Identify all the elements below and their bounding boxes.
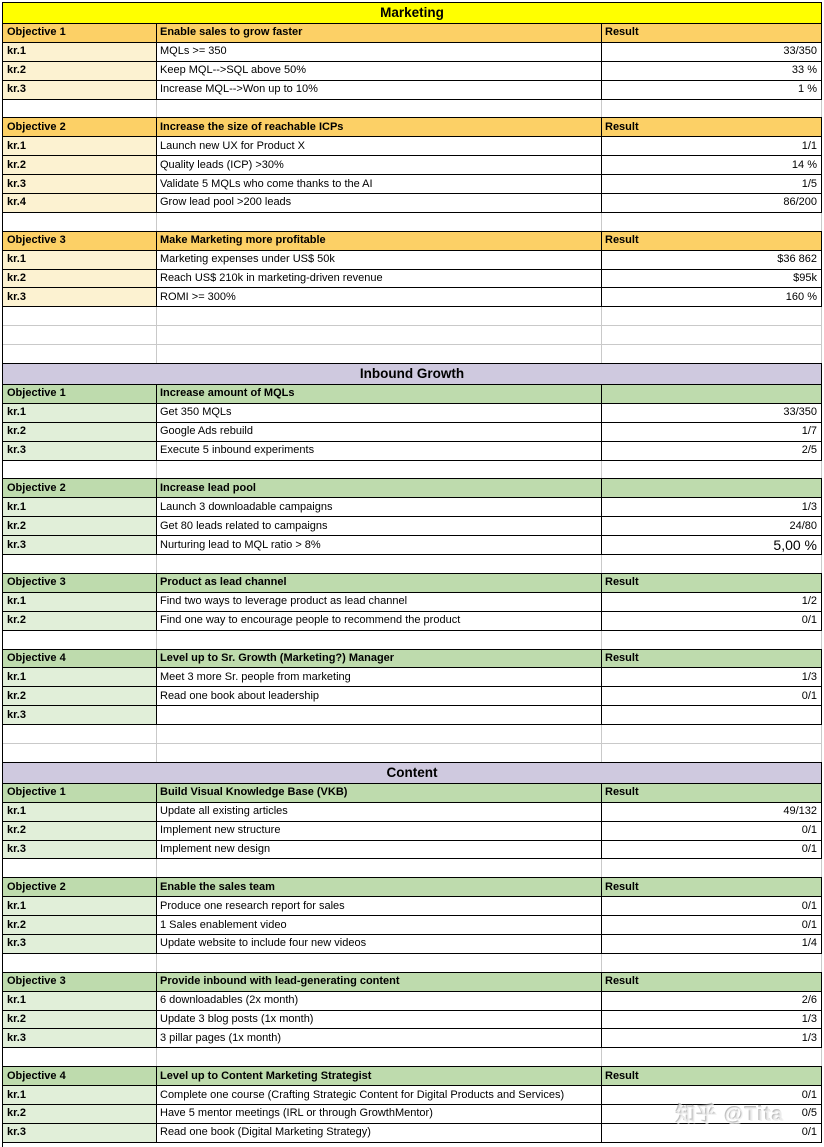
kr-text-cell[interactable]: Execute 5 inbound experiments bbox=[156, 442, 601, 460]
spacer-row bbox=[3, 344, 822, 363]
okr-spreadsheet bbox=[2, 2, 822, 1147]
spacer-cell[interactable] bbox=[3, 326, 156, 344]
objective-text-cell[interactable]: Level up to Sr. Growth (Marketing?) Manager bbox=[156, 650, 601, 668]
kr-row bbox=[3, 422, 822, 441]
spacer-cell[interactable] bbox=[601, 744, 822, 762]
spacer-cell[interactable] bbox=[156, 100, 601, 118]
spacer-row bbox=[3, 325, 822, 344]
kr-text-cell[interactable]: 3 pillar pages (1x month) bbox=[156, 1029, 601, 1047]
kr-row bbox=[3, 802, 822, 821]
kr-label-cell[interactable]: kr.1 bbox=[3, 668, 156, 686]
objective-label-cell[interactable]: Objective 4 bbox=[3, 650, 156, 668]
result-header-cell[interactable]: Result bbox=[601, 1067, 822, 1085]
spacer-cell[interactable] bbox=[601, 100, 822, 118]
objective-row bbox=[3, 384, 822, 403]
kr-row bbox=[3, 61, 822, 80]
spacer-cell[interactable] bbox=[156, 744, 601, 762]
kr-result-cell[interactable]: 0/1 bbox=[601, 897, 822, 915]
kr-text-cell[interactable]: Google Ads rebuild bbox=[156, 423, 601, 441]
kr-result-cell[interactable]: 1/1 bbox=[601, 137, 822, 155]
kr-text-cell[interactable]: Quality leads (ICP) >30% bbox=[156, 156, 601, 174]
kr-result-cell[interactable]: 49/132 bbox=[601, 803, 822, 821]
spacer-cell[interactable] bbox=[601, 631, 822, 649]
objective-text-cell[interactable]: Enable sales to grow faster bbox=[156, 24, 601, 42]
kr-row bbox=[3, 1104, 822, 1123]
kr-result-cell[interactable]: 0/1 bbox=[601, 822, 822, 840]
section-title[interactable]: Inbound Growth bbox=[3, 364, 822, 384]
kr-label-cell[interactable]: kr.1 bbox=[3, 1086, 156, 1104]
kr-label-cell[interactable]: kr.1 bbox=[3, 803, 156, 821]
spacer-cell[interactable] bbox=[156, 326, 601, 344]
spacer-cell[interactable] bbox=[156, 555, 601, 573]
spacer-cell[interactable] bbox=[601, 461, 822, 479]
spacer-cell[interactable] bbox=[601, 954, 822, 972]
spacer-cell[interactable] bbox=[156, 859, 601, 877]
kr-row bbox=[3, 686, 822, 705]
kr-text-cell[interactable]: Complete one course (Crafting Strategic Content for Digital Products and Services) bbox=[156, 1086, 601, 1104]
kr-result-cell[interactable]: 1/7 bbox=[601, 423, 822, 441]
kr-label-cell[interactable]: kr.1 bbox=[3, 43, 156, 61]
kr-text-cell[interactable]: Find two ways to leverage product as lead channel bbox=[156, 593, 601, 611]
objective-label-cell[interactable]: Objective 3 bbox=[3, 232, 156, 250]
kr-text-cell[interactable]: ROMI >= 300% bbox=[156, 288, 601, 306]
spacer-row bbox=[3, 953, 822, 972]
kr-row bbox=[3, 896, 822, 915]
kr-row bbox=[3, 1010, 822, 1029]
kr-label-cell[interactable]: kr.2 bbox=[3, 423, 156, 441]
kr-row bbox=[3, 840, 822, 859]
spacer-cell[interactable] bbox=[601, 1048, 822, 1066]
spacer-cell[interactable] bbox=[601, 345, 822, 363]
kr-result-cell[interactable]: 2/6 bbox=[601, 992, 822, 1010]
kr-label-cell[interactable]: kr.2 bbox=[3, 270, 156, 288]
spacer-cell[interactable] bbox=[601, 213, 822, 231]
objective-row bbox=[3, 972, 822, 991]
kr-text-cell[interactable]: Grow lead pool >200 leads bbox=[156, 194, 601, 212]
kr-text-cell[interactable]: Produce one research report for sales bbox=[156, 897, 601, 915]
objective-text-cell[interactable]: Level up to Content Marketing Strategist bbox=[156, 1067, 601, 1085]
spacer-row bbox=[3, 212, 822, 231]
kr-text-cell[interactable]: Read one book (Digital Marketing Strategy) bbox=[156, 1124, 601, 1142]
kr-row bbox=[3, 1028, 822, 1047]
spacer-cell[interactable] bbox=[3, 307, 156, 325]
spacer-cell[interactable] bbox=[3, 100, 156, 118]
zhihu-watermark: 知乎 @Tita bbox=[676, 1104, 785, 1126]
objective-row bbox=[3, 649, 822, 668]
objective-row bbox=[3, 783, 822, 802]
kr-row bbox=[3, 516, 822, 535]
kr-row bbox=[3, 592, 822, 611]
objective-row bbox=[3, 573, 822, 592]
kr-label-cell[interactable]: kr.3 bbox=[3, 841, 156, 859]
result-header-cell[interactable]: Result bbox=[601, 650, 822, 668]
kr-text-cell[interactable]: Get 80 leads related to campaigns bbox=[156, 517, 601, 535]
kr-row bbox=[3, 80, 822, 99]
kr-result-cell[interactable]: 1/3 bbox=[601, 668, 822, 686]
spacer-cell[interactable] bbox=[601, 725, 822, 743]
section-title-row-content bbox=[3, 762, 822, 783]
kr-result-cell[interactable]: 86/200 bbox=[601, 194, 822, 212]
kr-result-cell[interactable]: 0/1 bbox=[601, 1086, 822, 1104]
result-header-cell[interactable]: Result bbox=[601, 24, 822, 42]
kr-text-cell[interactable]: Update 3 blog posts (1x month) bbox=[156, 1011, 601, 1029]
kr-result-cell[interactable]: 0/1 bbox=[601, 612, 822, 630]
spacer-cell[interactable] bbox=[3, 461, 156, 479]
spacer-row bbox=[3, 1047, 822, 1066]
objective-text-cell[interactable]: Enable the sales team bbox=[156, 878, 601, 896]
kr-result-cell[interactable]: 0/1 bbox=[601, 1124, 822, 1142]
section-title[interactable]: Content bbox=[3, 763, 822, 783]
objective-label-cell[interactable]: Objective 3 bbox=[3, 973, 156, 991]
spacer-cell[interactable] bbox=[601, 307, 822, 325]
objective-text-cell[interactable]: Product as lead channel bbox=[156, 574, 601, 592]
spacer-cell[interactable] bbox=[156, 954, 601, 972]
kr-result-cell[interactable]: 1/5 bbox=[601, 175, 822, 193]
spacer-row bbox=[3, 99, 822, 118]
result-header-cell[interactable] bbox=[601, 479, 822, 497]
kr-label-cell[interactable]: kr.2 bbox=[3, 916, 156, 934]
spacer-cell[interactable] bbox=[156, 213, 601, 231]
kr-label-cell[interactable]: kr.1 bbox=[3, 897, 156, 915]
objective-text-cell[interactable]: Increase amount of MQLs bbox=[156, 385, 601, 403]
kr-row bbox=[3, 403, 822, 422]
spacer-cell[interactable] bbox=[156, 461, 601, 479]
kr-row bbox=[3, 193, 822, 212]
kr-label-cell[interactable]: kr.2 bbox=[3, 156, 156, 174]
kr-result-cell[interactable]: 1/4 bbox=[601, 935, 822, 953]
kr-label-cell[interactable]: kr.2 bbox=[3, 62, 156, 80]
spacer-row bbox=[3, 460, 822, 479]
kr-label-cell[interactable]: kr.3 bbox=[3, 536, 156, 554]
kr-label-cell[interactable]: kr.3 bbox=[3, 935, 156, 953]
kr-row bbox=[3, 1123, 822, 1142]
kr-text-cell[interactable]: Increase MQL-->Won up to 10% bbox=[156, 81, 601, 99]
kr-result-cell[interactable]: 14 % bbox=[601, 156, 822, 174]
kr-row bbox=[3, 287, 822, 306]
kr-row bbox=[3, 934, 822, 953]
objective-row bbox=[3, 877, 822, 896]
kr-result-cell[interactable]: 0/5 bbox=[601, 1105, 822, 1123]
kr-text-cell[interactable]: Validate 5 MQLs who come thanks to the AI bbox=[156, 175, 601, 193]
kr-text-cell[interactable]: 1 Sales enablement video bbox=[156, 916, 601, 934]
kr-result-cell[interactable]: 33/350 bbox=[601, 404, 822, 422]
kr-text-cell[interactable]: 6 downloadables (2x month) bbox=[156, 992, 601, 1010]
kr-result-cell[interactable]: 1/3 bbox=[601, 1029, 822, 1047]
kr-result-cell[interactable]: 0/1 bbox=[601, 687, 822, 705]
kr-label-cell[interactable]: kr.4 bbox=[3, 194, 156, 212]
spacer-row bbox=[3, 630, 822, 649]
objective-label-cell[interactable]: Objective 2 bbox=[3, 479, 156, 497]
kr-row bbox=[3, 915, 822, 934]
kr-result-cell[interactable]: 2/5 bbox=[601, 442, 822, 460]
spacer-cell[interactable] bbox=[156, 345, 601, 363]
kr-row bbox=[3, 535, 822, 554]
kr-text-cell[interactable]: Launch 3 downloadable campaigns bbox=[156, 498, 601, 516]
section-title-row-inbound-growth bbox=[3, 363, 822, 384]
spacer-cell[interactable] bbox=[601, 326, 822, 344]
spacer-cell[interactable] bbox=[3, 213, 156, 231]
kr-result-cell[interactable]: 24/80 bbox=[601, 517, 822, 535]
spacer-cell[interactable] bbox=[601, 555, 822, 573]
kr-row bbox=[3, 821, 822, 840]
kr-row bbox=[3, 174, 822, 193]
objective-label-cell[interactable]: Objective 1 bbox=[3, 784, 156, 802]
spacer-cell[interactable] bbox=[3, 631, 156, 649]
kr-row bbox=[3, 1085, 822, 1104]
kr-label-cell[interactable]: kr.1 bbox=[3, 498, 156, 516]
objective-row bbox=[3, 117, 822, 136]
spacer-row bbox=[3, 554, 822, 573]
kr-row bbox=[3, 991, 822, 1010]
section-title[interactable]: Marketing bbox=[3, 3, 822, 23]
objective-label-cell[interactable]: Objective 1 bbox=[3, 385, 156, 403]
kr-text-cell[interactable]: Read one book about leadership bbox=[156, 687, 601, 705]
objective-text-cell[interactable]: Increase the size of reachable ICPs bbox=[156, 118, 601, 136]
objective-row bbox=[3, 231, 822, 250]
kr-label-cell[interactable]: kr.3 bbox=[3, 175, 156, 193]
kr-label-cell[interactable]: kr.3 bbox=[3, 1029, 156, 1047]
spacer-cell[interactable] bbox=[3, 859, 156, 877]
kr-label-cell[interactable]: kr.1 bbox=[3, 137, 156, 155]
kr-label-cell[interactable]: kr.3 bbox=[3, 706, 156, 724]
section-title-row-marketing bbox=[3, 2, 822, 23]
spacer-cell[interactable] bbox=[156, 1048, 601, 1066]
spacer-row bbox=[3, 724, 822, 743]
kr-label-cell[interactable]: kr.2 bbox=[3, 687, 156, 705]
kr-text-cell[interactable]: Have 5 mentor meetings (IRL or through GrowthMentor) bbox=[156, 1105, 601, 1123]
objective-label-cell[interactable]: Objective 2 bbox=[3, 118, 156, 136]
spacer-row bbox=[3, 858, 822, 877]
kr-result-cell[interactable]: 1 % bbox=[601, 81, 822, 99]
kr-result-cell[interactable]: 0/1 bbox=[601, 916, 822, 934]
result-header-cell[interactable]: Result bbox=[601, 232, 822, 250]
kr-result-cell[interactable]: 33 % bbox=[601, 62, 822, 80]
objective-label-cell[interactable]: Objective 4 bbox=[3, 1067, 156, 1085]
objective-row bbox=[3, 1066, 822, 1085]
result-header-cell[interactable]: Result bbox=[601, 878, 822, 896]
kr-row bbox=[3, 667, 822, 686]
kr-row bbox=[3, 497, 822, 516]
kr-text-cell[interactable]: Launch new UX for Product X bbox=[156, 137, 601, 155]
kr-result-cell[interactable]: 0/1 bbox=[601, 841, 822, 859]
objective-text-cell[interactable]: Increase lead pool bbox=[156, 479, 601, 497]
kr-result-cell[interactable]: $95k bbox=[601, 270, 822, 288]
kr-text-cell[interactable]: Marketing expenses under US$ 50k bbox=[156, 251, 601, 269]
result-header-cell[interactable]: Result bbox=[601, 118, 822, 136]
result-header-cell[interactable]: Result bbox=[601, 784, 822, 802]
kr-result-cell[interactable]: $36 862 bbox=[601, 251, 822, 269]
result-header-cell[interactable] bbox=[601, 385, 822, 403]
objective-text-cell[interactable]: Make Marketing more profitable bbox=[156, 232, 601, 250]
spacer-cell[interactable] bbox=[3, 725, 156, 743]
spacer-row bbox=[3, 306, 822, 325]
spacer-cell[interactable] bbox=[3, 555, 156, 573]
kr-result-cell[interactable]: 1/2 bbox=[601, 593, 822, 611]
kr-label-cell[interactable]: kr.1 bbox=[3, 404, 156, 422]
kr-text-cell[interactable]: Update all existing articles bbox=[156, 803, 601, 821]
kr-label-cell[interactable]: kr.1 bbox=[3, 992, 156, 1010]
spacer-cell[interactable] bbox=[3, 954, 156, 972]
kr-text-cell[interactable]: Find one way to encourage people to recommend the product bbox=[156, 612, 601, 630]
spacer-cell[interactable] bbox=[156, 725, 601, 743]
kr-text-cell[interactable]: Implement new design bbox=[156, 841, 601, 859]
objective-row bbox=[3, 478, 822, 497]
kr-label-cell[interactable]: kr.3 bbox=[3, 1124, 156, 1142]
objective-label-cell[interactable]: Objective 3 bbox=[3, 574, 156, 592]
kr-label-cell[interactable]: kr.3 bbox=[3, 288, 156, 306]
spacer-cell[interactable] bbox=[156, 307, 601, 325]
kr-row bbox=[3, 42, 822, 61]
kr-row bbox=[3, 441, 822, 460]
kr-result-cell[interactable] bbox=[601, 706, 822, 724]
kr-row bbox=[3, 611, 822, 630]
kr-label-cell[interactable]: kr.2 bbox=[3, 612, 156, 630]
kr-result-cell[interactable]: 160 % bbox=[601, 288, 822, 306]
kr-label-cell[interactable]: kr.2 bbox=[3, 517, 156, 535]
kr-result-cell[interactable]: 1/3 bbox=[601, 498, 822, 516]
kr-result-cell[interactable]: 1/3 bbox=[601, 1011, 822, 1029]
objective-label-cell[interactable]: Objective 2 bbox=[3, 878, 156, 896]
result-header-cell[interactable]: Result bbox=[601, 973, 822, 991]
spacer-cell[interactable] bbox=[156, 631, 601, 649]
kr-label-cell[interactable]: kr.2 bbox=[3, 1011, 156, 1029]
spacer-row bbox=[3, 743, 822, 762]
kr-text-cell[interactable]: MQLs >= 350 bbox=[156, 43, 601, 61]
kr-row bbox=[3, 250, 822, 269]
objective-text-cell[interactable]: Provide inbound with lead-generating content bbox=[156, 973, 601, 991]
kr-row bbox=[3, 136, 822, 155]
kr-label-cell[interactable]: kr.3 bbox=[3, 442, 156, 460]
result-header-cell[interactable]: Result bbox=[601, 574, 822, 592]
kr-row bbox=[3, 155, 822, 174]
kr-text-cell[interactable]: Reach US$ 210k in marketing-driven revenue bbox=[156, 270, 601, 288]
kr-text-cell[interactable] bbox=[156, 706, 601, 724]
kr-text-cell[interactable]: Implement new structure bbox=[156, 822, 601, 840]
objective-row bbox=[3, 23, 822, 42]
kr-label-cell[interactable]: kr.1 bbox=[3, 593, 156, 611]
spacer-cell[interactable] bbox=[3, 744, 156, 762]
kr-text-cell[interactable]: Get 350 MQLs bbox=[156, 404, 601, 422]
kr-result-cell[interactable]: 33/350 bbox=[601, 43, 822, 61]
spacer-cell[interactable] bbox=[3, 345, 156, 363]
kr-label-cell[interactable]: kr.2 bbox=[3, 822, 156, 840]
kr-row bbox=[3, 269, 822, 288]
spacer-cell[interactable] bbox=[3, 1048, 156, 1066]
objective-text-cell[interactable]: Build Visual Knowledge Base (VKB) bbox=[156, 784, 601, 802]
spacer-cell[interactable] bbox=[601, 859, 822, 877]
kr-row bbox=[3, 705, 822, 724]
kr-label-cell[interactable]: kr.1 bbox=[3, 251, 156, 269]
kr-text-cell[interactable]: Keep MQL-->SQL above 50% bbox=[156, 62, 601, 80]
kr-label-cell[interactable]: kr.2 bbox=[3, 1105, 156, 1123]
kr-text-cell[interactable]: Update website to include four new videos bbox=[156, 935, 601, 953]
objective-label-cell[interactable]: Objective 1 bbox=[3, 24, 156, 42]
kr-text-cell[interactable]: Meet 3 more Sr. people from marketing bbox=[156, 668, 601, 686]
kr-result-cell[interactable]: 5,00 % bbox=[601, 536, 822, 554]
kr-label-cell[interactable]: kr.3 bbox=[3, 81, 156, 99]
kr-text-cell[interactable]: Nurturing lead to MQL ratio > 8% bbox=[156, 536, 601, 554]
